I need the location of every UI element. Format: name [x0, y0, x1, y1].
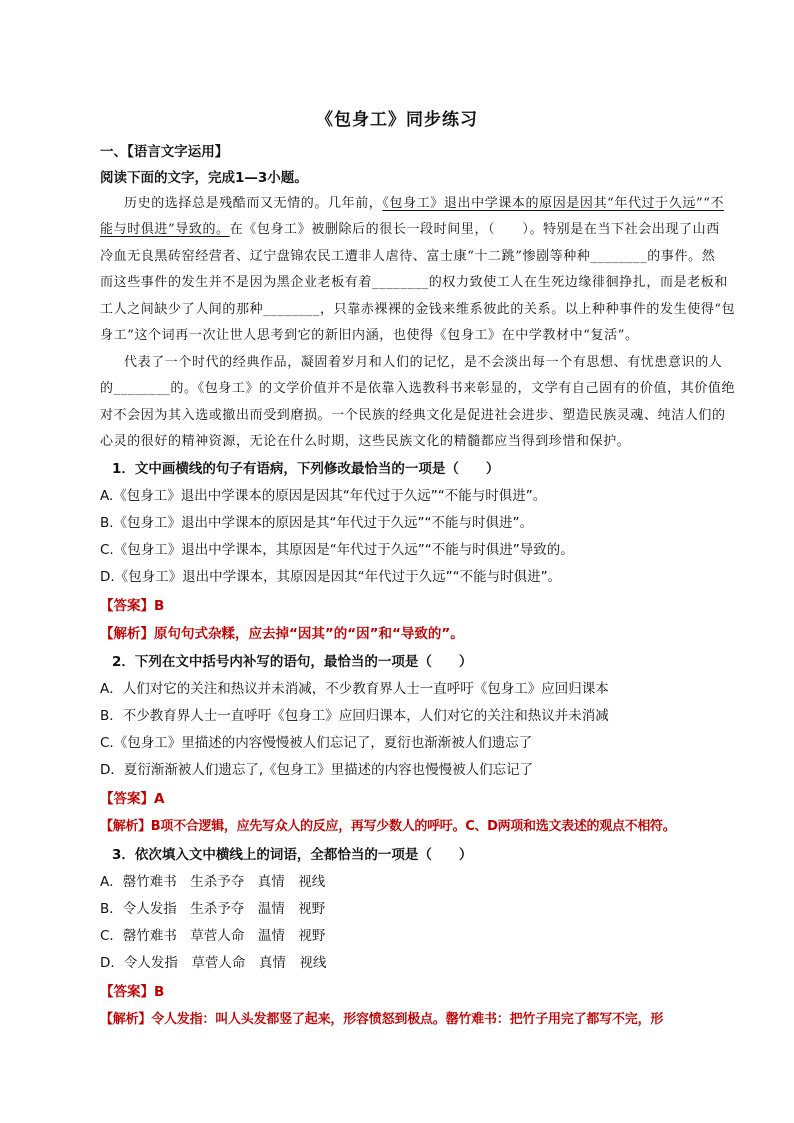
page-title: 《包身工》同步练习	[316, 110, 478, 130]
section-heading: 一、【语言文字运用】	[100, 144, 229, 160]
question-3-answer: 【答案】B	[100, 984, 165, 1000]
underlined-sentence: 《包身工》退出中学课本的原因是因其“年代过于久远”“不	[382, 196, 725, 211]
passage-line	[100, 218, 720, 237]
passage-line: 的________的。《包身工》的文学价值并不是依靠入选教科书来彰显的，文学有自己固有的价值，其价值绝	[100, 381, 736, 396]
question-3-option-a: A．罄竹难书 生杀予夺 真情 视线	[100, 874, 326, 890]
passage-line: 冷血无良黑砖窑经营者、辽宁盘锦农民工遭非人虐待、富士康“十二跳”惨剧等种种________的事件。然	[100, 249, 716, 264]
question-1-option-a: A.《包身工》退出中学课本的原因是因其“年代过于久远”“不能与时俱进”。	[100, 488, 547, 504]
question-1-option-b: B.《包身工》退出中学课本的原因是其“年代过于久远”“不能与时俱进”。	[100, 515, 534, 531]
question-2-answer: 【答案】A	[100, 791, 165, 807]
passage-line: 而这些事件的发生并不是因为黑企业老板有着________的权力致使工人在生死边缘徘徊挣扎，而是老板和	[100, 275, 729, 290]
question-3-analysis: 【解析】令人发指：叫人头发都竖了起来，形容愤怒到极点。罄竹难书：把竹子用完了都写不完，形	[100, 1012, 664, 1027]
question-3-option-b: B．令人发指 生杀予夺 温情 视野	[100, 901, 326, 917]
question-3-option-d: D．令人发指 草菅人命 真情 视线	[100, 955, 327, 971]
question-1-option-c: C.《包身工》退出中学课本，其原因是“年代过于久远”“不能与时俱进”导致的。	[100, 542, 574, 558]
passage-text: 在《包身工》被删除后的很长一段时间里，（ ）。特别是在当下社会出现了山西	[229, 222, 720, 237]
question-2-stem: 2．下列在文中括号内补写的语句，最恰当的一项是（ ）	[112, 654, 473, 670]
question-2-option-d: D．夏衍渐渐被人们遗忘了,《包身工》里描述的内容也慢慢被人们忘记了	[100, 762, 534, 778]
passage-line: 身工”这个词再一次让世人思考到它的新旧内涵，也使得《包身工》在中学教材中“复活”。	[100, 328, 639, 343]
question-2-option-c: C.《包身工》里描述的内容慢慢被人们忘记了，夏衍也渐渐被人们遗忘了	[100, 735, 533, 751]
passage-line: 心灵的很好的精神资源，无论在什么时期，这些民族文化的精髓都应当得到珍惜和保护。	[100, 434, 631, 449]
question-3-option-c: C．罄竹难书 草菅人命 温情 视野	[100, 928, 326, 944]
passage-text: 历史的选择总是残酷而又无情的。几年前，	[124, 196, 383, 211]
passage-line: 对不会因为其入选或撤出而受到磨损。一个民族的经典文化是促进社会进步、塑造民族灵魂、纯洁人们的	[100, 408, 726, 423]
passage-line: 代表了一个时代的经典作品，凝固着岁月和人们的记忆，是不会淡出每一个有思想、有忧患意识的人	[124, 355, 723, 370]
passage-line: 工人之间缺少了人间的那种________，只靠赤裸裸的金钱来维系彼此的关系。以上种种事件的发生使得“包	[100, 302, 736, 317]
question-1-stem: 1．文中画横线的句子有语病，下列修改最恰当的一项是（ ）	[112, 461, 500, 477]
question-2-option-a: A．人们对它的关注和热议并未消减，不少教育界人士一直呼吁《包身工》应回归课本	[100, 681, 609, 697]
question-2-option-b: B．不少教育界人士一直呼吁《包身工》应回归课本，人们对它的关注和热议并未消减	[100, 708, 609, 724]
instruction: 阅读下面的文字，完成1—3小题。	[100, 170, 308, 186]
question-2-analysis: 【解析】B项不合逻辑，应先写众人的反应，再写少数人的呼吁。C、D两项和选文表述的观点不相符。	[100, 819, 676, 834]
question-3-stem: 3．依次填入文中横线上的词语，全都恰当的一项是（ ）	[112, 847, 473, 863]
question-1-analysis: 【解析】原句句式杂糅，应去掉“因其”的“因”和“导致的”。	[100, 626, 464, 642]
question-1-option-d: D.《包身工》退出中学课本，其原因是因其“年代过于久远”“不能与时俱进”。	[100, 569, 562, 585]
passage-line	[124, 192, 724, 211]
underlined-sentence: 能与时俱进”导致的。	[100, 222, 230, 237]
question-1-answer: 【答案】B	[100, 598, 165, 614]
